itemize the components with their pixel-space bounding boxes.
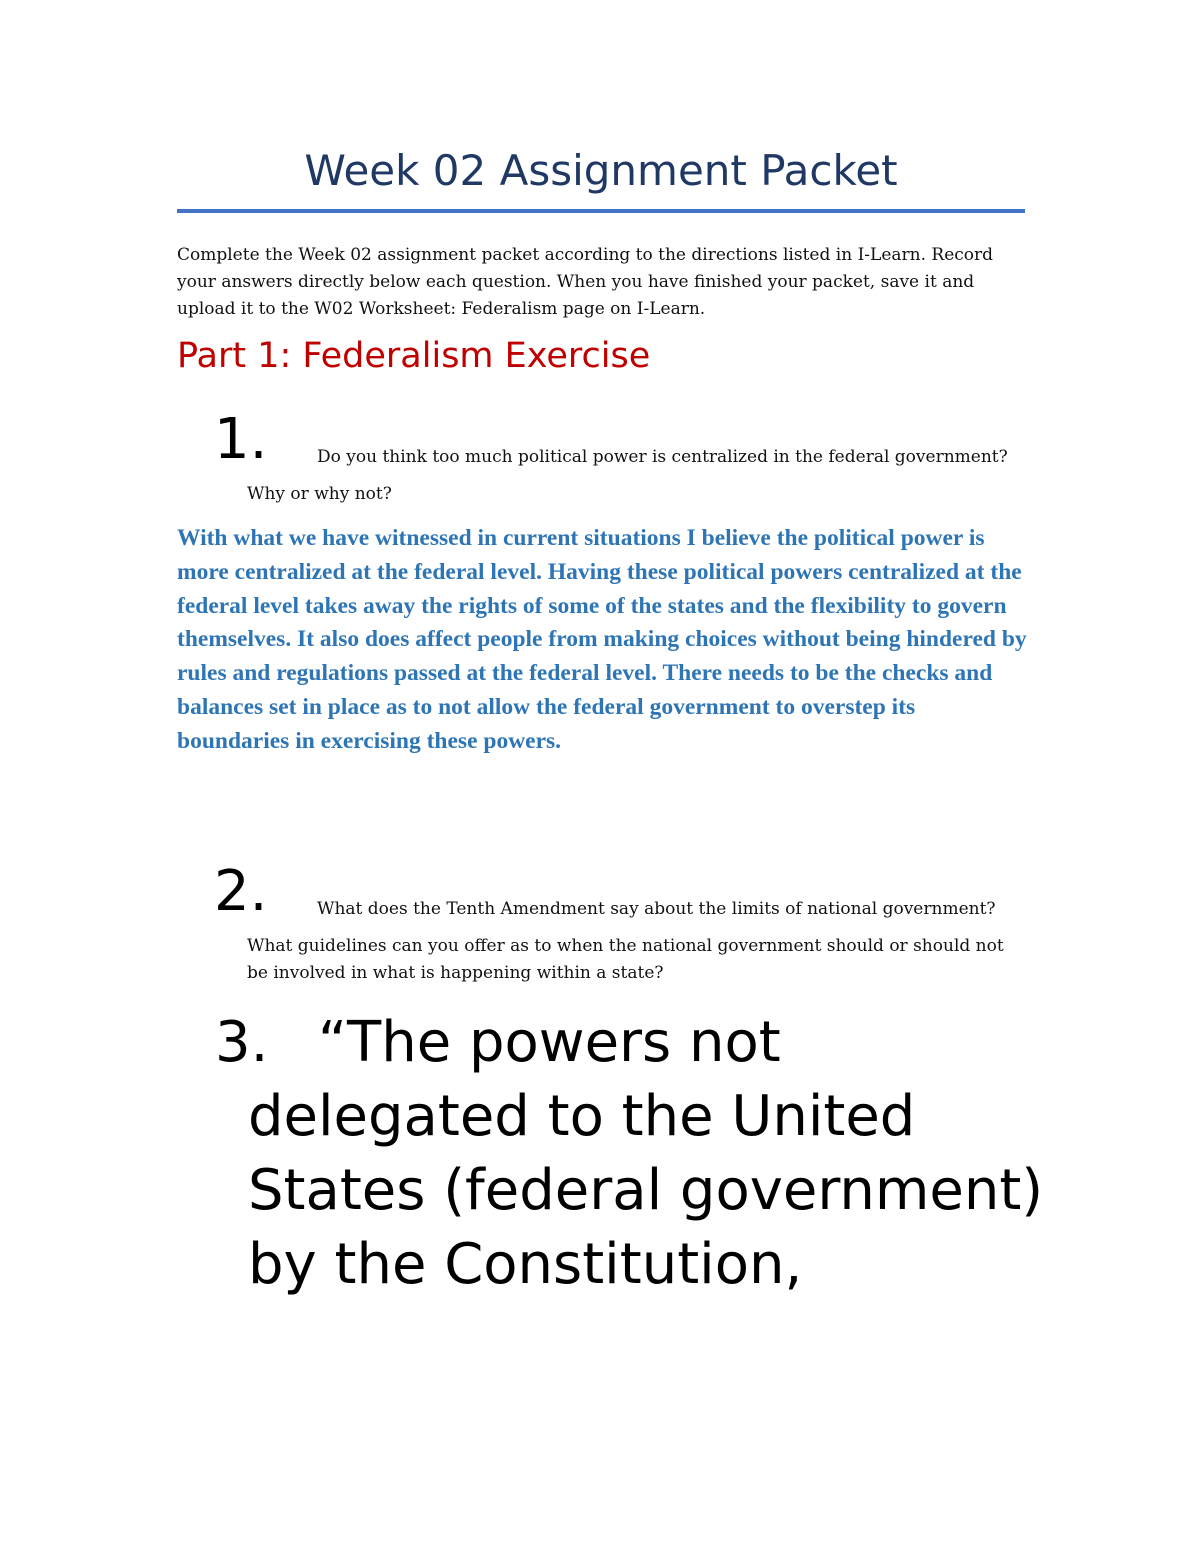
part-1-heading: Part 1: Federalism Exercise xyxy=(177,336,651,376)
question-3 xyxy=(215,1006,1045,1302)
document-title: Week 02 Assignment Packet xyxy=(304,146,898,195)
question-2-text-continued: What guidelines can you offer as to when the national government should or should not be involved in what is happening within a state? xyxy=(247,936,1004,983)
question-2-text: What does the Tenth Amendment say about the limits of national government? xyxy=(317,899,996,919)
question-1-text-continued: Why or why not? xyxy=(247,484,392,504)
question-3-number: 3. xyxy=(215,1010,269,1075)
title-underline-rule xyxy=(177,209,1025,213)
question-1-number: 1. xyxy=(214,407,268,472)
question-2-number: 2. xyxy=(214,859,268,924)
question-3-text: “The powers not delegated to the United States (federal government) by the Constitution, xyxy=(248,1010,1044,1297)
question-1-answer: With what we have witnessed in current situations I believe the political power is more centralized at the federal level. Having these political powers centralized at the federal level takes away the rights of some of the states and the flexibility to govern themselves. It also does affect people from making choices without being hindered by rules and regulations passed at the federal level. There needs to be the checks and balances set in place as to not allow the federal government to overstep its boundaries in exercising these powers. xyxy=(177,525,1027,754)
question-1-text: Do you think too much political power is centralized in the federal government? xyxy=(317,447,1008,467)
instructions-paragraph: Complete the Week 02 assignment packet according to the directions listed in I-Learn. Record your answers directly below each question. When you have finished your packet, save it and upload it to the W02 Worksheet: Federalism page on I-Learn. xyxy=(177,245,994,319)
